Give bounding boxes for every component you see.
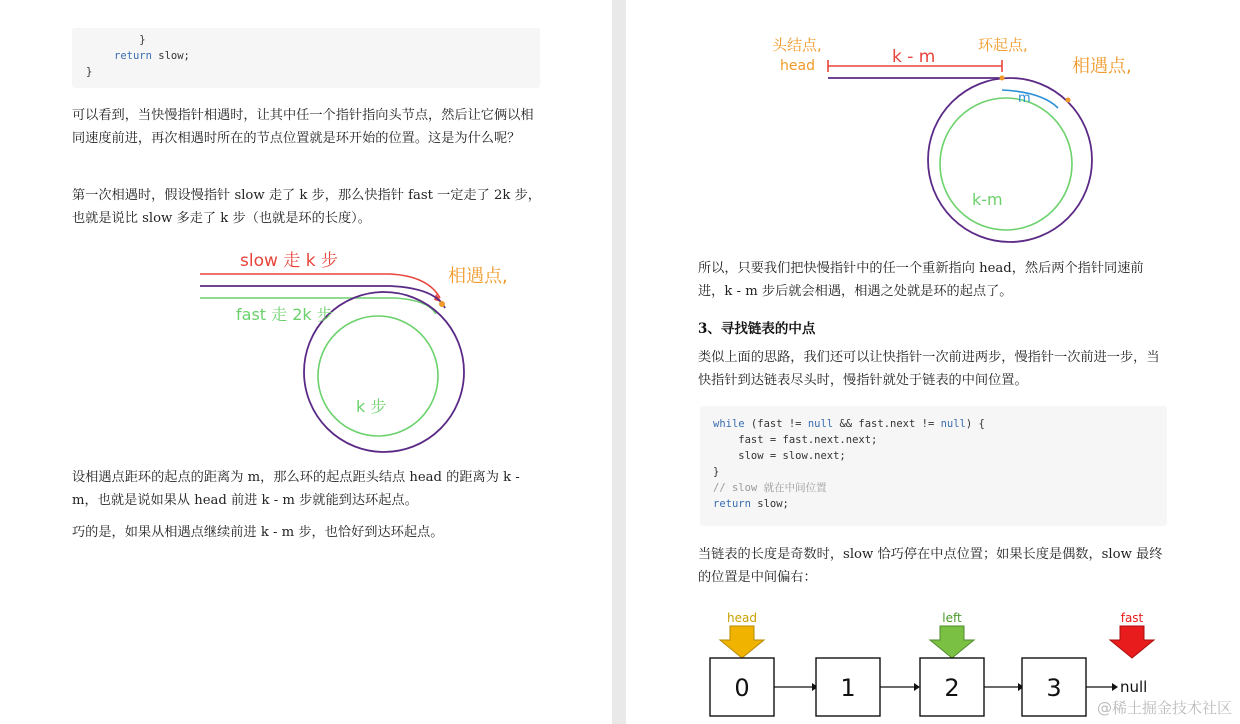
node-value: 1	[840, 674, 856, 702]
head-label: 头结点,	[772, 36, 822, 54]
fast-label: fast 走 2k 步	[236, 305, 333, 324]
figure-meeting-loop	[190, 240, 530, 465]
left-arrow-icon	[930, 626, 974, 658]
arrow-icon	[914, 683, 920, 691]
code-line: }	[713, 466, 720, 478]
code-text: ) {	[965, 418, 985, 430]
paragraph-first-meet: 第一次相遇时，假设慢指针 slow 走了 k 步，那么快指针 fast 一定走了 2k 步，也就是说比 slow 多走了 k 步（也就是环的长度）。	[72, 188, 541, 226]
inner-loop-circle	[318, 316, 438, 436]
code-line: }	[114, 34, 146, 46]
paragraph-midpoint: 类似上面的思路，我们还可以让快指针一次前进两步，慢指针一次前进一步，当快指针到达链表尽头时，慢指针就处于链表的中间位置。	[698, 350, 1160, 388]
km-label: k - m	[892, 47, 936, 67]
code-block-midpoint	[700, 406, 1167, 526]
code-comment: // slow 就在中间位置	[713, 482, 827, 494]
arrow-icon	[1112, 683, 1118, 691]
loop-start-label: 环起点,	[978, 36, 1028, 54]
code-line: }	[86, 66, 93, 78]
left-pointer-label: left	[942, 611, 962, 625]
code-block-top	[72, 28, 540, 88]
paragraph-distance: 设相遇点距环的起点的距离为 m，那么环的起点距头结点 head 的距离为 k - m，也就是说如果从 head 前进 k - m 步就能到达环起点。	[72, 470, 520, 508]
loop-label: k 步	[356, 397, 387, 416]
code-keyword: while	[713, 418, 745, 430]
code-keyword: return	[114, 50, 152, 62]
section-heading: 3、寻找链表的中点	[698, 321, 816, 337]
code-text: && fast.next !=	[833, 418, 941, 430]
paragraph-why: 可以看到，当快慢指针相遇时，让其中任一个指针指向头节点，然后让它俩以相同速度前进，再次相遇时所在的节点位置就是环开始的位置。这是为什么呢？	[72, 108, 534, 146]
paragraph-conclusion: 所以，只要我们把快慢指针中的任一个重新指向 head，然后两个指针同速前进，k - m 步后就会相遇，相遇之处就是环的起点了。	[698, 261, 1144, 299]
meet-label: 相遇点,	[448, 266, 508, 287]
inner-loop-circle	[940, 98, 1072, 230]
head-arrow-icon	[720, 626, 764, 658]
meet-label: 相遇点,	[1072, 56, 1132, 77]
null-label: null	[1120, 678, 1148, 696]
code-keyword: null	[807, 418, 834, 430]
code-line	[713, 416, 1167, 432]
loop-start-point	[1000, 76, 1005, 81]
head-pointer-label: head	[727, 611, 757, 625]
meet-point	[439, 301, 445, 307]
loop-km-label: k-m	[972, 190, 1003, 209]
code-line: slow = slow.next;	[713, 450, 846, 462]
meet-point	[1066, 98, 1071, 103]
m-label: m	[1018, 91, 1031, 106]
code-line	[713, 496, 1167, 512]
code-line: return slow;	[114, 50, 190, 62]
slow-label: slow 走 k 步	[240, 251, 338, 271]
watermark: @稀土掘金技术社区	[1096, 699, 1232, 717]
loop-circle	[928, 78, 1092, 242]
head-label-en: head	[780, 58, 815, 74]
right-page	[626, 0, 1240, 724]
code-text: (fast !=	[744, 418, 808, 430]
node-value: 3	[1046, 674, 1062, 702]
left-page	[0, 0, 612, 724]
code-keyword: return	[713, 498, 751, 510]
code-keyword: null	[940, 418, 966, 430]
fast-pointer-label: fast	[1120, 611, 1144, 625]
paragraph-coincidence: 巧的是，如果从相遇点继续前进 k - m 步，也恰好到达环起点。	[72, 525, 444, 540]
figure-loop-start	[766, 30, 1146, 245]
code-text: slow;	[750, 498, 789, 510]
node-value: 0	[734, 674, 750, 702]
fast-arrow-icon	[1110, 626, 1154, 658]
code-line: fast = fast.next.next;	[713, 434, 878, 446]
paragraph-odd-even: 当链表的长度是奇数时，slow 恰巧停在中点位置；如果长度是偶数，slow 最终的位置是中间偏右：	[698, 547, 1163, 585]
node-value: 2	[944, 674, 960, 702]
